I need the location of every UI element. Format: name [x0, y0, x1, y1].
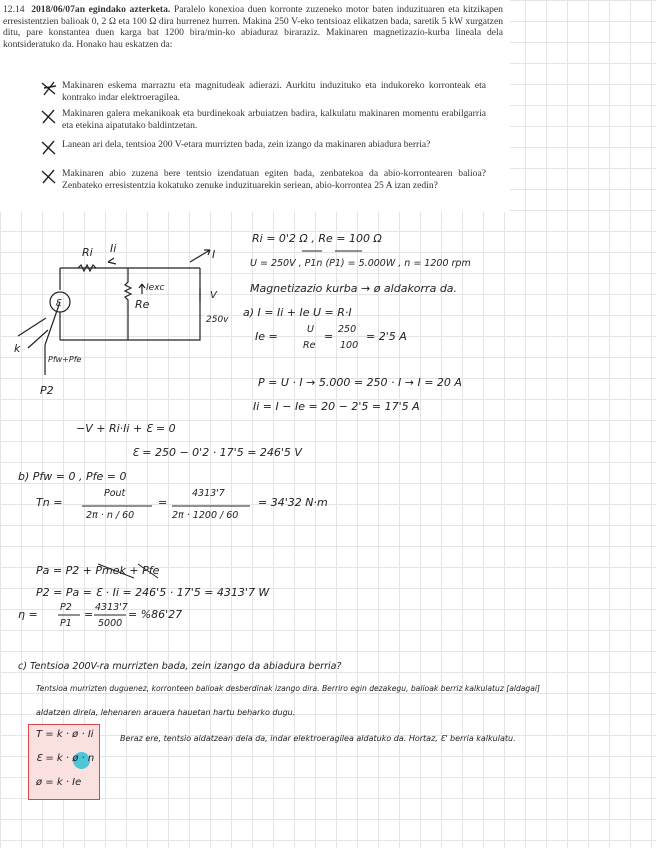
part-b-result: = 34'32 N·m: [258, 496, 328, 509]
part-b-tn-label: Tn =: [36, 496, 63, 509]
part-b-frac2-den: 2π · 1200 / 60: [172, 510, 239, 521]
p2-label: P2: [40, 384, 54, 397]
v-value-label: 250v: [206, 315, 229, 325]
given-data-2: U = 250V , P1n (P1) = 5.000W , n = 1200 rpm: [250, 258, 471, 269]
part-b-frac1-den: 2π · n / 60: [86, 510, 135, 521]
losses-label: Pfw+Pfe: [48, 355, 82, 364]
formula-torque: T = k · ø · Ii: [36, 729, 94, 740]
part-c-line-2: Tentsioa murrizten duguenez, korronteen balioak desberdinak izango dira. Berriro egin dezakegu, balioak berriz kalkulatuz [aldagai]: [36, 684, 540, 693]
part-c-line-3: aldatzen direla, lehenaren arauera hauetan hartu beharko dugu.: [36, 708, 296, 717]
part-a-line-1: a) I = Ii + Ie U = R·I: [243, 306, 352, 319]
part-a-frac2-num: 250: [338, 324, 357, 335]
part-b-frac2-num: 4313'7: [192, 488, 225, 499]
part-b-eq: =: [158, 496, 168, 509]
part-b-eta-label: η =: [18, 608, 38, 621]
v-label: V: [210, 290, 217, 301]
part-a-result: = 2'5 A: [366, 330, 407, 343]
problem-item-a: Makinaren eskema marraztu eta magnitudeak adierazi. Aurkitu induzituko eta indukoreko korronteak eta kontrako indar elektroeragilea.: [62, 80, 486, 103]
given-data-3: Magnetizazio kurba → ø aldakorra da.: [250, 282, 458, 295]
iexc-label: Iexc: [146, 283, 165, 293]
problem-number: 12.14: [3, 4, 25, 15]
part-b-line-4: P2 = Pa = Ɛ · Ii = 246'5 · 17'5 = 4313'7 W: [36, 586, 270, 599]
k-label: k: [14, 342, 21, 355]
part-b-line-3: Pa = P2 + Pmek + Pfe: [36, 564, 160, 577]
part-c-line-1: c) Tentsioa 200V-ra murrizten bada, zein izango da abiadura berria?: [18, 661, 342, 672]
part-a-ie-label: Ie =: [255, 330, 278, 343]
ii-label: Ii: [110, 242, 117, 255]
problem-item-c: Lanean ari dela, tentsioa 200 V-etara murrizten bada, zein izango da makinaren abiadura berria?: [62, 139, 431, 150]
part-b-eta-result: = %86'27: [128, 608, 183, 621]
part-a-line-6: Ɛ = 250 − 0'2 · 17'5 = 246'5 V: [132, 446, 302, 459]
part-a-frac2-den: 100: [340, 340, 359, 351]
part-a-frac1-den: Re: [303, 340, 316, 351]
part-b-frac1-num: Pout: [104, 488, 126, 499]
part-b-eta-den2: 5000: [98, 618, 123, 629]
given-data-1: Ri = 0'2 Ω , Re = 100 Ω: [252, 232, 382, 245]
part-a-frac1-num: U: [307, 324, 314, 335]
formula-emf: Ɛ = k · ø · n: [36, 753, 95, 764]
part-b-eta-den1: P1: [60, 618, 72, 629]
part-b-eta-num2: 4313'7: [95, 602, 128, 613]
part-c-line-4: Beraz ere, tentsio aldatzean dela da, indar elektroeragilea aldatuko da. Hortaz, Ɛ' berria kalkulatu.: [120, 734, 516, 743]
part-a-eq: =: [324, 330, 334, 343]
problem-item-d: Makinaren abio zuzena bere tentsio izendatuan egiten bada, zenbatekoa da abio-korrontearen balioa? Zenbateko erresistentzia kokatuko zenuke induzituarekin seriean, abio-korrontea 25 A izan zedin?: [62, 168, 486, 191]
part-a-line-3: P = U · I → 5.000 = 250 · I → I = 20 A: [258, 376, 462, 389]
formula-flux: ø = k · Ie: [36, 777, 82, 788]
problem-item-b: Makinaren galera mekanikoak eta burdinekoak arbuiatzen badira, kalkulatu makinaren momentu erabilgarria eta etekina aipatutako baldintzetan.: [62, 108, 486, 131]
problem-text: Paralelo konexioa duen korronte zuzeneko motor baten induzituaren eta kitzikapen erresistentzien balioak 0, 2 Ω eta 100 Ω dira hurrenez hurren. Makina 250 V-eko tentsioaz elikatzen bada, saretik 5 kW xurgatzen ditu, pare konstantea duen karga bat 1200 bira/min-ko abiaduraz biraraziz. Makinaren magnetizazio-kurba lineala dela kontsideratuko da. Honako hau eskatzen da:: [3, 4, 503, 50]
part-a-line-4: Ii = I − Ie = 20 − 2'5 = 17'5 A: [253, 400, 420, 413]
part-b-line-1: b) Pfw = 0 , Pfe = 0: [18, 470, 127, 483]
emf-label: Ɛ: [55, 298, 62, 309]
part-b-eta-eq: =: [84, 608, 94, 621]
part-b-eta-num1: P2: [60, 602, 72, 613]
problem-date-title: 2018/06/07an egindako azterketa.: [31, 4, 171, 15]
i-label: I: [212, 248, 216, 261]
ri-label: Ri: [82, 246, 93, 259]
re-label: Re: [135, 298, 150, 311]
part-a-line-5: −V + Ri·Ii + Ɛ = 0: [76, 422, 176, 435]
